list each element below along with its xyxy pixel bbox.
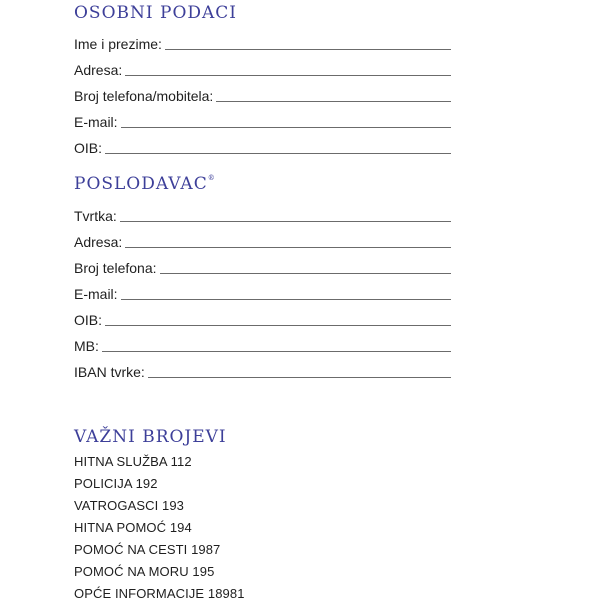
fill-in-line[interactable]	[102, 350, 451, 352]
important-number-item: HITNA POMOĆ 194	[74, 520, 192, 535]
important-numbers-title: VAŽNI BROJEVI	[74, 427, 227, 447]
fill-in-line[interactable]	[105, 152, 451, 154]
field-label: Tvrtka:	[74, 208, 117, 224]
employer-iban-field[interactable]	[74, 360, 451, 380]
employer-phone-field[interactable]	[74, 256, 451, 276]
field-label: MB:	[74, 338, 99, 354]
important-number-item: VATROGASCI 193	[74, 498, 185, 513]
field-label: Adresa:	[74, 234, 123, 250]
registered-mark: ®	[207, 174, 215, 182]
fill-in-line[interactable]	[160, 272, 452, 274]
personal-oib-field[interactable]	[74, 136, 451, 156]
field-label: OIB:	[74, 312, 103, 328]
important-number-item: OPĆE INFORMACIJE 18981	[74, 586, 245, 600]
field-label: E-mail:	[74, 114, 118, 130]
fill-in-line[interactable]	[165, 48, 451, 50]
field-label: OIB:	[74, 140, 103, 156]
fill-in-line[interactable]	[120, 220, 451, 222]
personal-email-field[interactable]	[74, 110, 451, 130]
important-number-item: POLICIJA 192	[74, 476, 158, 491]
employer-section-title	[74, 174, 215, 194]
employer-oib-field[interactable]	[74, 308, 451, 328]
personal-section-title: OSOBNI PODACI	[74, 3, 238, 23]
important-number-item: POMOĆ NA MORU 195	[74, 564, 215, 579]
employer-email-field[interactable]	[74, 282, 451, 302]
field-label: IBAN tvrke:	[74, 364, 145, 380]
employer-address-field[interactable]	[74, 230, 451, 250]
fill-in-line[interactable]	[121, 126, 451, 128]
important-number-item: POMOĆ NA CESTI 1987	[74, 542, 221, 557]
field-label: Adresa:	[74, 62, 123, 78]
field-label: E-mail:	[74, 286, 118, 302]
field-label: Broj telefona/mobitela:	[74, 88, 214, 104]
field-label: Ime i prezime:	[74, 36, 162, 52]
field-label: Broj telefona:	[74, 260, 157, 276]
important-number-item: HITNA SLUŽBA 112	[74, 454, 192, 469]
personal-name-field[interactable]	[74, 32, 451, 52]
personal-address-field[interactable]	[74, 58, 451, 78]
fill-in-line[interactable]	[121, 298, 451, 300]
fill-in-line[interactable]	[125, 74, 451, 76]
fill-in-line[interactable]	[125, 246, 451, 248]
fill-in-line[interactable]	[148, 376, 451, 378]
employer-mb-field[interactable]	[74, 334, 451, 354]
fill-in-line[interactable]	[105, 324, 451, 326]
personal-phone-field[interactable]	[74, 84, 451, 104]
employer-title-text: POSLODAVAC	[74, 174, 208, 194]
fill-in-line[interactable]	[216, 100, 451, 102]
employer-company-field[interactable]	[74, 204, 451, 224]
